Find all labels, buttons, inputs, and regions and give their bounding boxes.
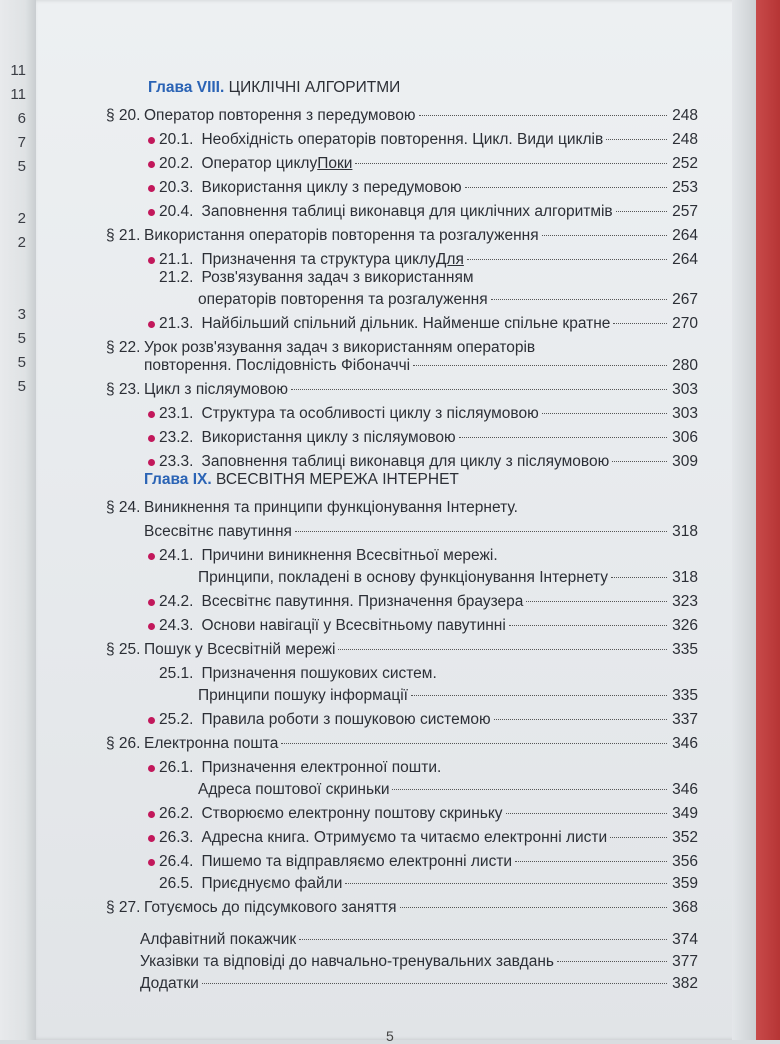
toc-entry[interactable]	[159, 428, 698, 448]
page-ref: 267	[672, 291, 698, 308]
subsection-number: 23.3.	[159, 453, 194, 470]
margin-number: 11	[10, 62, 26, 79]
section-number: § 21.	[106, 227, 141, 244]
subsection-number: 26.3.	[159, 829, 194, 846]
entry-title: Урок розв'язування задач з використанням операторів	[144, 339, 536, 356]
dot-leader	[610, 837, 667, 838]
entry-title: Структура та особливості циклу з післяумовою	[201, 405, 539, 422]
dot-leader	[291, 389, 667, 390]
margin-number: 7	[17, 134, 26, 151]
subsection-number: 21.1.	[159, 251, 194, 268]
entry-title: Використання циклу з післяумовою	[201, 429, 456, 446]
page-ref: 248	[672, 107, 698, 124]
bullet-icon	[148, 161, 155, 168]
toc-entry[interactable]	[144, 498, 518, 518]
entry-title: Правила роботи з пошуковою системою	[201, 711, 491, 728]
entry-title: Пошук у Всесвітній мережі	[144, 641, 336, 658]
toc-entry[interactable]	[144, 898, 698, 918]
entry-title: Готуємось до підсумкового заняття	[144, 899, 397, 916]
page-ref: 264	[672, 227, 698, 244]
toc-entry[interactable]	[159, 178, 698, 198]
margin-number: 2	[17, 234, 26, 251]
page-ref: 253	[672, 179, 698, 196]
subsection-number: 24.3.	[159, 617, 194, 634]
page-ref: 309	[672, 453, 698, 470]
bullet-icon	[148, 321, 155, 328]
entry-title: Використання операторів повторення та розгалуження	[144, 227, 539, 244]
book-page	[36, 0, 756, 1044]
toc-entry[interactable]	[198, 568, 698, 588]
chapter-name: ЦИКЛІЧНІ АЛГОРИТМИ	[224, 79, 401, 96]
toc-entry[interactable]	[159, 874, 698, 894]
dot-leader	[202, 983, 667, 984]
bullet-icon	[148, 137, 155, 144]
subsection-number: 20.2.	[159, 155, 194, 172]
bullet-icon	[148, 859, 155, 866]
toc-entry[interactable]	[140, 974, 698, 994]
bullet-icon	[148, 553, 155, 560]
toc-entry[interactable]	[144, 640, 698, 660]
toc-entry[interactable]	[159, 616, 698, 636]
toc-entry[interactable]	[159, 404, 698, 424]
entry-title-underlined: Поки	[317, 155, 353, 172]
toc-entry[interactable]	[159, 804, 698, 824]
toc-entry[interactable]	[159, 154, 698, 174]
page-ref: 356	[672, 853, 698, 870]
dot-leader	[281, 743, 667, 744]
entry-title: Призначення електронної пошти.	[201, 759, 442, 776]
bullet-icon	[148, 599, 155, 606]
toc-entry[interactable]	[159, 130, 698, 150]
toc-entry[interactable]	[159, 268, 474, 288]
entry-title: Принципи, покладені в основу функціонування Інтернету	[198, 569, 608, 586]
toc-entry[interactable]	[159, 452, 698, 472]
section-number: § 24.	[106, 499, 141, 516]
dot-leader	[542, 235, 667, 236]
entry-title: Всесвітнє павутиння. Призначення браузера	[201, 593, 524, 610]
toc-entry[interactable]	[144, 356, 698, 376]
page-ref: 326	[672, 617, 698, 634]
subsection-number: 20.1.	[159, 131, 194, 148]
subsection-number: 23.1.	[159, 405, 194, 422]
page-ref: 248	[672, 131, 698, 148]
toc-entry[interactable]	[159, 546, 498, 566]
chapter-label: Глава IX.	[144, 471, 212, 488]
entry-title: Оператор циклу	[201, 155, 318, 172]
page-ref: 257	[672, 203, 698, 220]
page-ref: 335	[672, 641, 698, 658]
entry-title: повторення. Послідовність Фібоначчі	[144, 357, 411, 374]
entry-title: Всесвітнє павутиння	[144, 523, 292, 540]
page-ref: 306	[672, 429, 698, 446]
chapter-heading	[148, 78, 400, 98]
bullet-icon	[148, 835, 155, 842]
dot-leader	[299, 939, 667, 940]
bullet-icon	[148, 209, 155, 216]
entry-title: Створюємо електронну поштову скриньку	[201, 805, 503, 822]
entry-title: операторів повторення та розгалуження	[198, 291, 488, 308]
subsection-number: 26.1.	[159, 759, 194, 776]
dot-leader	[467, 259, 667, 260]
entry-title: Виникнення та принципи функціонування Інтернету.	[144, 499, 518, 516]
page-ref: 335	[672, 687, 698, 704]
entry-title: Найбільший спільний дільник. Найменше спільне кратне	[201, 315, 611, 332]
section-number: § 27.	[106, 899, 141, 916]
dot-leader	[491, 299, 667, 300]
page-ref: 252	[672, 155, 698, 172]
toc-entry[interactable]	[144, 338, 535, 358]
subsection-number: 25.1.	[159, 665, 194, 682]
toc-entry[interactable]	[140, 930, 698, 950]
bullet-icon	[148, 459, 155, 466]
toc-entry[interactable]	[159, 710, 698, 730]
dot-leader	[526, 601, 667, 602]
page-number: 5	[386, 1028, 394, 1044]
subsection-number: 24.1.	[159, 547, 194, 564]
subsection-number: 23.2.	[159, 429, 194, 446]
page-ref: 382	[672, 975, 698, 992]
toc-entry[interactable]	[144, 380, 698, 400]
bullet-icon	[148, 435, 155, 442]
toc-entry[interactable]	[144, 106, 698, 126]
bullet-icon	[148, 717, 155, 724]
entry-title: Заповнення таблиці виконавця для циклічних алгоритмів	[201, 203, 613, 220]
page-ref: 280	[672, 357, 698, 374]
bullet-icon	[148, 811, 155, 818]
subsection-number: 20.4.	[159, 203, 194, 220]
dot-leader	[557, 961, 667, 962]
subsection-number: 20.3.	[159, 179, 194, 196]
chapter-label: Глава VIII.	[148, 79, 225, 96]
dot-leader	[509, 625, 667, 626]
section-number: § 20.	[106, 107, 141, 124]
bullet-icon	[148, 765, 155, 772]
entry-title: Алфавітний покажчик	[140, 931, 297, 948]
entry-title: Цикл з післяумовою	[144, 381, 289, 398]
subsection-number: 25.2.	[159, 711, 194, 728]
margin-number: 11	[10, 86, 26, 103]
page-ref: 368	[672, 899, 698, 916]
bullet-icon	[148, 185, 155, 192]
page-ref: 318	[672, 523, 698, 540]
entry-title: Електронна пошта	[144, 735, 279, 752]
section-number: § 26.	[106, 735, 141, 752]
dot-leader	[465, 187, 667, 188]
section-number: § 25.	[106, 641, 141, 658]
margin-number: 5	[17, 330, 26, 347]
margin-number: 5	[17, 378, 26, 395]
entry-title: Приєднуємо файли	[201, 875, 343, 892]
dot-leader	[542, 413, 667, 414]
bullet-icon	[148, 411, 155, 418]
entry-title-underlined: Для	[435, 251, 464, 268]
toc-entry[interactable]	[159, 592, 698, 612]
entry-title: Указівки та відповіді до навчально-тренувальних завдань	[140, 953, 554, 970]
bullet-icon	[148, 623, 155, 630]
dot-leader	[355, 163, 667, 164]
subsection-number: 26.4.	[159, 853, 194, 870]
toc-entry[interactable]	[144, 226, 698, 246]
subsection-number: 26.5.	[159, 875, 194, 892]
dot-leader	[515, 861, 667, 862]
bullet-icon	[148, 257, 155, 264]
page-ref: 337	[672, 711, 698, 728]
section-number: § 23.	[106, 381, 141, 398]
toc-entry[interactable]	[159, 314, 698, 334]
dot-leader	[459, 437, 667, 438]
margin-number: 6	[17, 110, 26, 127]
subsection-number: 21.3.	[159, 315, 194, 332]
previous-page-edge	[0, 0, 36, 1040]
page-ref: 346	[672, 735, 698, 752]
subsection-number: 26.2.	[159, 805, 194, 822]
entry-title: Призначення пошукових систем.	[201, 665, 437, 682]
page-ref: 374	[672, 931, 698, 948]
chapter-name: ВСЕСВІТНЯ МЕРЕЖА ІНТЕРНЕТ	[211, 471, 459, 488]
toc-entry[interactable]	[198, 686, 698, 706]
page-ref: 303	[672, 405, 698, 422]
dot-leader	[338, 649, 667, 650]
subsection-number: 24.2.	[159, 593, 194, 610]
entry-title: Основи навігації у Всесвітньому павутинні	[201, 617, 506, 634]
page-ref: 323	[672, 593, 698, 610]
page-ref: 264	[672, 251, 698, 268]
page-ref: 270	[672, 315, 698, 332]
entry-title: Адресна книга. Отримуємо та читаємо електронні листи	[201, 829, 608, 846]
toc-entry[interactable]	[144, 522, 698, 542]
dot-leader	[506, 813, 667, 814]
toc-entry[interactable]	[159, 664, 437, 684]
chapter-heading	[144, 470, 459, 490]
dot-leader	[295, 531, 667, 532]
dot-leader	[611, 577, 667, 578]
toc-entry[interactable]	[159, 758, 441, 778]
dot-leader	[612, 461, 667, 462]
cover-edge	[756, 0, 780, 1040]
page-ref: 359	[672, 875, 698, 892]
page-ref: 303	[672, 381, 698, 398]
dot-leader	[613, 323, 667, 324]
entry-title: Розв'язування задач з використанням	[201, 269, 474, 286]
dot-leader	[400, 907, 667, 908]
page-ref: 318	[672, 569, 698, 586]
page-ref: 352	[672, 829, 698, 846]
entry-title: Додатки	[140, 975, 199, 992]
section-number: § 22.	[106, 339, 141, 356]
dot-leader	[494, 719, 667, 720]
dot-leader	[616, 211, 667, 212]
entry-title: Пишемо та відправляємо електронні листи	[201, 853, 513, 870]
margin-number: 5	[17, 158, 26, 175]
entry-title: Принципи пошуку інформації	[198, 687, 408, 704]
toc-entry[interactable]	[140, 952, 698, 972]
toc-entry[interactable]	[144, 734, 698, 754]
table-of-contents	[36, 0, 756, 1040]
toc-entry[interactable]	[159, 852, 698, 872]
toc-entry[interactable]	[159, 250, 698, 270]
page-ref: 346	[672, 781, 698, 798]
page-ref: 349	[672, 805, 698, 822]
entry-title: Необхідність операторів повторення. Цикл. Види циклів	[201, 131, 604, 148]
dot-leader	[419, 115, 668, 116]
toc-entry[interactable]	[198, 290, 698, 310]
entry-title: Призначення та структура циклу	[201, 251, 436, 268]
dot-leader	[606, 139, 667, 140]
page-ref: 377	[672, 953, 698, 970]
margin-number: 3	[17, 306, 26, 323]
entry-title: Використання циклу з передумовою	[201, 179, 462, 196]
entry-title: Причини виникнення Всесвітньої мережі.	[201, 547, 498, 564]
margin-number: 2	[17, 210, 26, 227]
entry-title: Заповнення таблиці виконавця для циклу з післяумовою	[201, 453, 610, 470]
dot-leader	[392, 789, 667, 790]
entry-title: Оператор повторення з передумовою	[144, 107, 416, 124]
entry-title: Адреса поштової скриньки	[198, 781, 390, 798]
dot-leader	[411, 695, 667, 696]
toc-entry[interactable]	[159, 202, 698, 222]
dot-leader	[345, 883, 667, 884]
dot-leader	[413, 365, 667, 366]
margin-number: 5	[17, 354, 26, 371]
subsection-number: 21.2.	[159, 269, 194, 286]
toc-entry[interactable]	[198, 780, 698, 800]
toc-entry[interactable]	[159, 828, 698, 848]
